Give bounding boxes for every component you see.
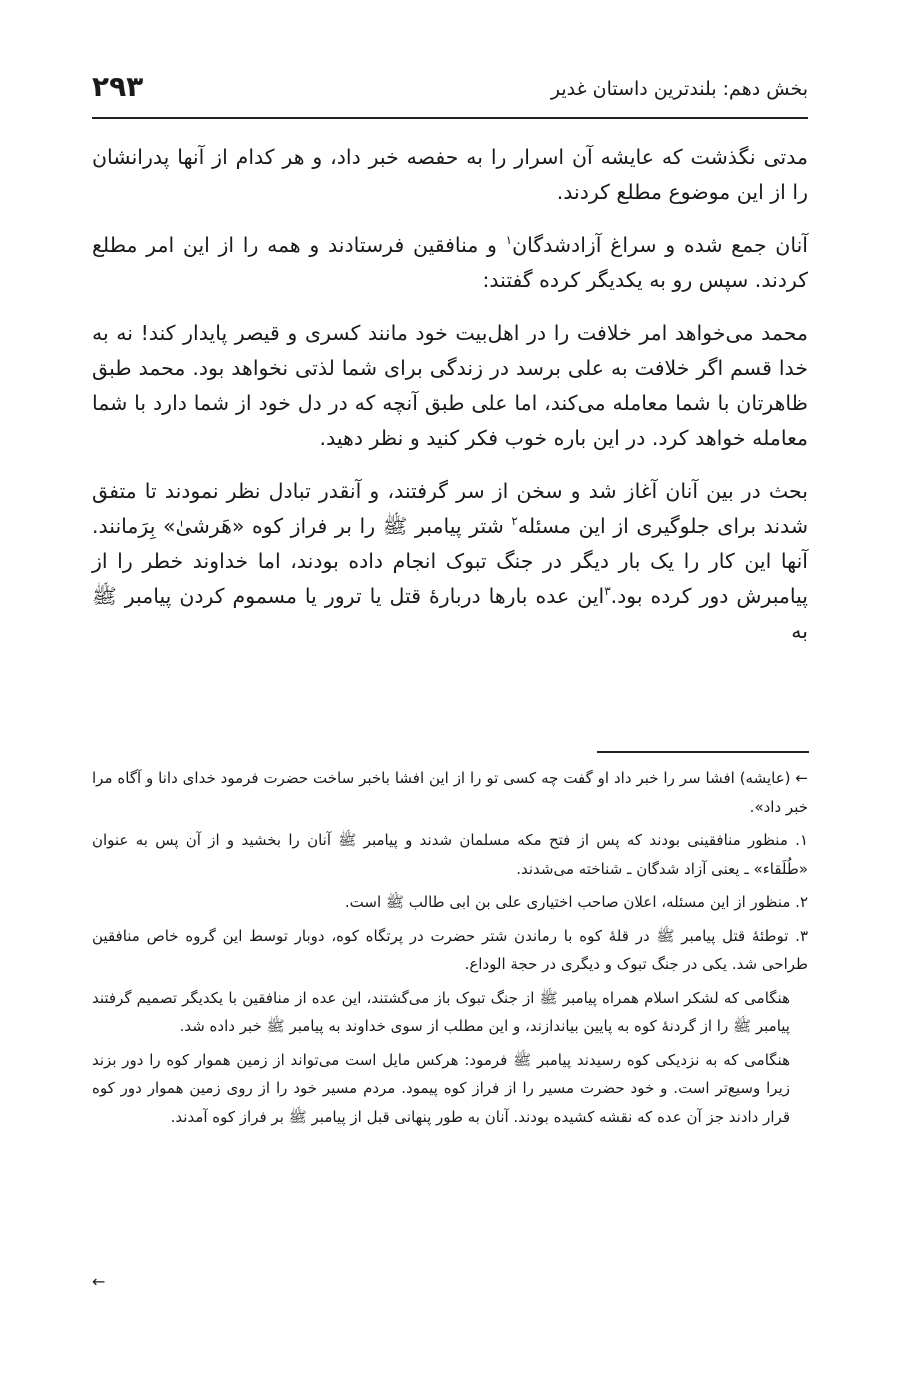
footnote-2: ۲. منظور از این مسئله، اعلان صاحب اختیاری علی بن ابی طالب ﷺ است. xyxy=(344,893,808,911)
running-title: بخش دهم: بلندترین داستان غدیر xyxy=(550,78,808,100)
paragraph-text: محمد می‌خواهد امر خلافت را در اهل‌بیت خود مانند کسری و قیصر پایدار کند! نه به خدا قسم اگر خلافت به علی برسد در زندگی برای شما لذتی نخواهد بود. محمد طبق ظاهرتان با شما معامله می‌کند، اما علی طبق آنچه که در دل خود از شما دارد با شما معامله خواهد کرد. در این باره خوب فکر کنید و نظر دهید. xyxy=(92,321,808,450)
paragraph-text: شتر پیامبر ﷺ را بر فراز کوه «هَرشیٰ» بِرَمانند. آنها این کار را یک بار دیگر در جنگ تبوک انجام داده بودند، اما خداوند خطر را از پیامبرش دور کرده بود. xyxy=(92,514,808,608)
paragraph-text: بحث در بین آنان آغاز شد و سخن از سر گرفتند، و آنقدر تبادل نظر نمودند تا متفق شدند برای جلوگیری از این مسئله xyxy=(92,479,808,538)
page-header xyxy=(92,62,808,118)
paragraph-text: این عده بارها دربارهٔ قتل یا ترور یا مسموم کردن پیامبر ﷺ به xyxy=(92,584,808,643)
footnote-ref: ۱ xyxy=(505,233,513,248)
footnote-3-paragraph: هنگامی که لشکر اسلام همراه پیامبر ﷺ از جنگ تبوک باز می‌گشتند، این عده از منافقین با یکدیگر تصمیم گرفتند پیامبر ﷺ را از گردنهٔ کوه به پایین بیاندازند، و این مطلب از سوی خداوند به پیامبر ﷺ خبر داده شد. xyxy=(92,988,790,1035)
footnote-ref: ۳ xyxy=(604,584,611,599)
paragraph-text: و منافقین فرستادند و همه را از این امر مطلع کردند. سپس رو به یکدیگر کرده گفتند: xyxy=(92,233,808,292)
paragraph xyxy=(92,140,808,210)
paragraph xyxy=(92,228,808,298)
footnotes xyxy=(92,764,808,1136)
paragraph xyxy=(92,474,808,649)
continue-arrow-icon: ← xyxy=(92,1272,106,1291)
paragraph-text: مدتی نگذشت که عایشه آن اسرار را به حفصه خبر داد، و هر کدام از آنها پدرانشان را از این موضوع مطلع کردند. xyxy=(92,145,808,204)
paragraph xyxy=(92,316,808,456)
footnote-1: ۱. منظور منافقینی بودند که پس از فتح مکه مسلمان شدند و پیامبر ﷺ آنان را بخشید و از آن پس به عنوان «طُلَقاء» ـ یعنی آزاد شدگان ـ شناخته می‌شدند. xyxy=(92,831,808,878)
page-number: ۲۹۳ xyxy=(92,70,144,103)
footnote-continued: ← (عایشه) افشا سر را خبر داد او گفت چه کسی تو را از این افشا باخبر ساخت حضرت فرمود خدای دانا و آگاه مرا خبر داد». xyxy=(92,769,808,816)
footnote-separator xyxy=(597,751,809,753)
header-rule xyxy=(92,117,808,119)
footnote-3-paragraph: هنگامی که به نزدیکی کوه رسیدند پیامبر ﷺ فرمود: هرکس مایل است می‌تواند از زمین هموار کوه را دور بزند زیرا وسیع‌تر است. و خود حضرت مسیر را از فراز کوه پیمود. مردم مسیر خود را از روی زمین هموار دور کوه قرار دادند جز آن عده که نقشه کشیده بودند. آنان به طور پنهانی قبل از پیامبر ﷺ بر فراز کوه آمدند. xyxy=(92,1050,790,1126)
footnote-3: ۳. توطئهٔ قتل پیامبر ﷺ در قلهٔ کوه با رماندن شتر حضرت در پرتگاه کوه، دوبار توسط این گروه خاص منافقین طراحی شد. یکی در جنگ تبوک و دیگری در حجة الوداع. xyxy=(92,926,808,973)
footnote-ref: ۲ xyxy=(511,514,518,529)
paragraph-text: آنان جمع شده و سراغ آزادشدگان xyxy=(512,233,808,257)
main-text xyxy=(92,140,808,667)
